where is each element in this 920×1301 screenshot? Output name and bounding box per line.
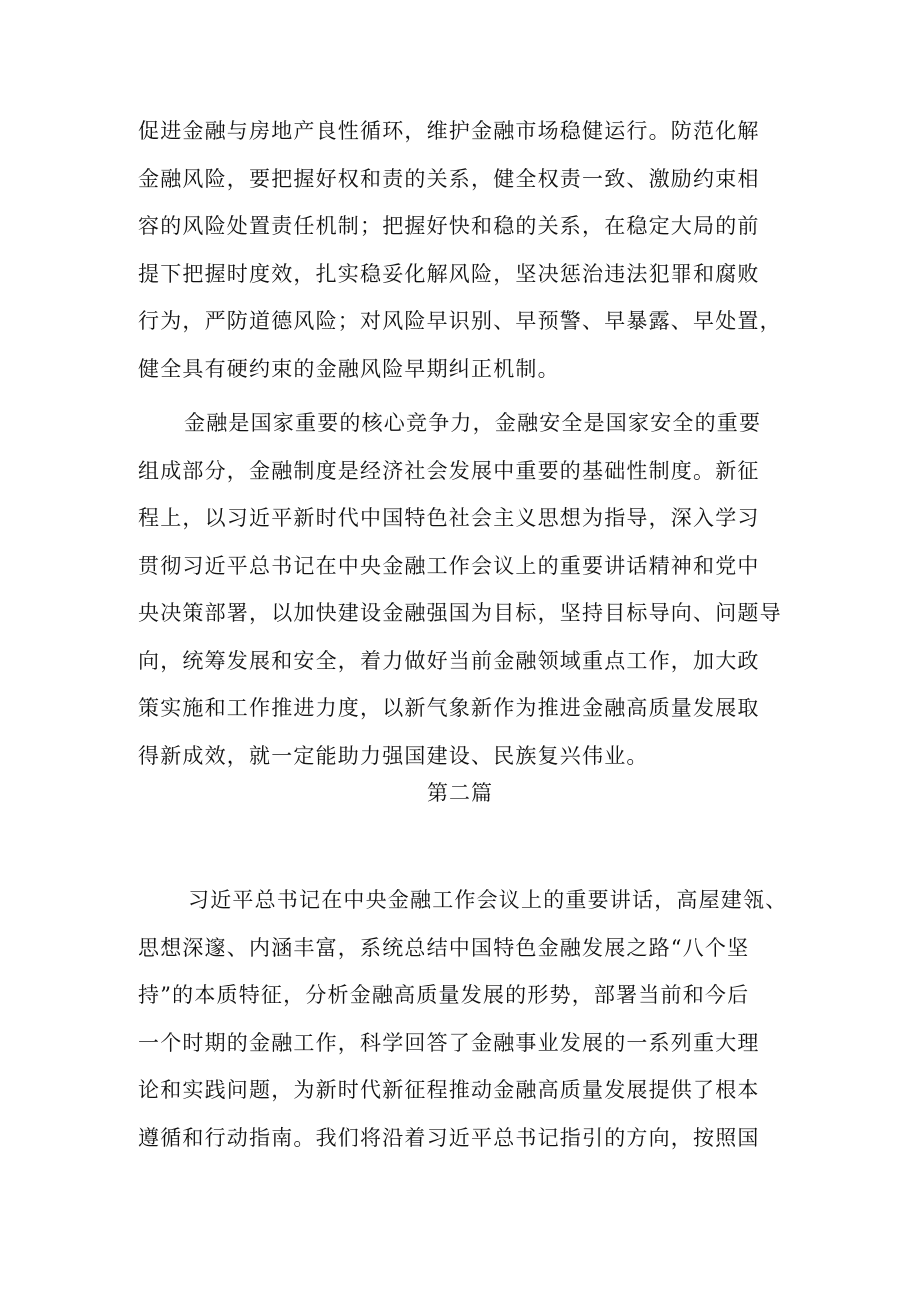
section-heading: 第二篇 [427,781,493,805]
paragraph-line: 一个时期的金融工作，科学回答了金融事业发展的一系列重大理 [138,1030,760,1055]
paragraph-line: 央决策部署，以加快建设金融强国为目标，坚持目标导向、问题导 [138,601,782,625]
paragraph-line: 金融风险，要把握好权和责的关系，健全权责一致、激励约束相 [138,166,760,191]
paragraph-line: 组成部分，金融制度是经济社会发展中重要的基础性制度。新征 [138,458,760,483]
paragraph-line: 向，统筹发展和安全，着力做好当前金融领域重点工作，加大政 [138,648,760,673]
paragraph-line: 策实施和工作推进力度，以新气象新作为推进金融高质量发展取 [138,696,760,720]
paragraph-line: 健全具有硬约束的金融风险早期纠正机制。 [138,356,560,381]
paragraph-line: 程上，以习近平新时代中国特色社会主义思想为指导，深入学习 [138,506,760,530]
paragraph-line: 思想深邃、内涵丰富，系统总结中国特色金融发展之路“八个坚 [138,935,750,960]
paragraph-financial-security [138,400,798,780]
paragraph-risk-prevention [138,108,798,393]
paragraph-line: 行为，严防道德风险；对风险早识别、早预警、早暴露、早处置， [138,309,782,333]
paragraph-line: 促进金融与房地产良性循环，维护金融市场稳健运行。防范化解 [138,119,760,143]
paragraph-line: 遵循和行动指南。我们将沿着习近平总书记指引的方向，按照国 [138,1125,760,1150]
paragraph-line: 论和实践问题，为新时代新征程推动金融高质量发展提供了根本 [138,1078,760,1102]
paragraph-speech-summary [138,877,798,1162]
paragraph-line: 习近平总书记在中央金融工作会议上的重要讲话，高屋建瓴、 [188,888,788,912]
paragraph-line: 得新成效，就一定能助力强国建设、民族复兴伟业。 [138,743,649,768]
paragraph-line: 容的风险处置责任机制；把握好快和稳的关系，在稳定大局的前 [138,214,760,238]
paragraph-line: 提下把握时度效，扎实稳妥化解风险，坚决惩治违法犯罪和腐败 [138,261,760,286]
paragraph-line: 金融是国家重要的核心竞争力，金融安全是国家安全的重要 [184,411,762,435]
paragraph-line: 贯彻习近平总书记在中央金融工作会议上的重要讲话精神和党中 [138,553,760,578]
paragraph-line: 持”的本质特征，分析金融高质量发展的形势，部署当前和今后 [138,983,750,1007]
